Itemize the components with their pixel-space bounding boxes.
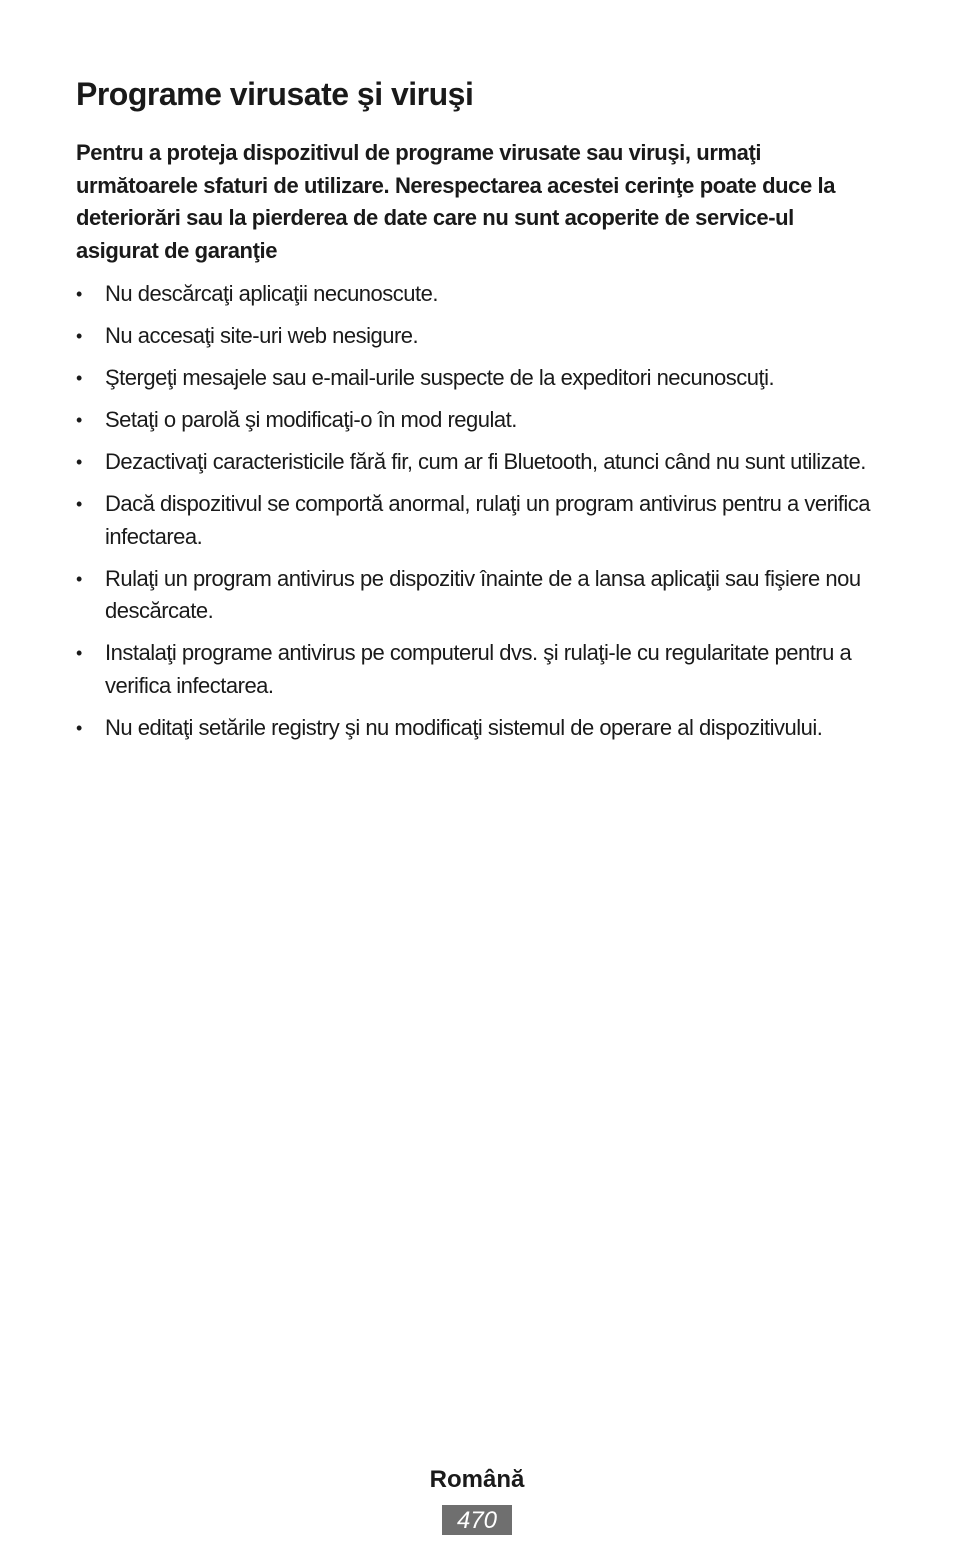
list-item [76,278,886,311]
list-item [76,637,886,702]
footer-language: Română [429,1466,525,1493]
tip-text: Rulaţi un program antivirus pe dispozitiv înainte de a lansa aplicaţii sau fişiere nou descărcate. [105,565,861,623]
bullet-icon: • [76,284,82,304]
list-item [76,712,886,745]
tip-text: Instalaţi programe antivirus pe computerul dvs. şi rulaţi-le cu regularitate pentru a verifica infectarea. [105,640,852,698]
bullet-icon: • [76,568,82,589]
page-number: 470 [442,1505,512,1535]
list-item [76,488,886,553]
bullet-icon: • [76,410,82,430]
bullet-icon: • [76,643,82,663]
bullet-icon: • [76,494,82,514]
tip-text: Nu editaţi setările registry şi nu modificaţi sistemul de operare al dispozitivului. [105,714,823,740]
list-item [76,563,886,628]
page-title: Programe virusate şi viruşi [76,76,474,112]
bullet-icon: • [76,717,82,738]
tip-text: Ştergeţi mesajele sau e-mail-urile suspecte de la expeditori necunoscuţi. [105,365,775,390]
tip-text: Dacă dispozitivul se comportă anormal, rulaţi un program antivirus pentru a verifica infectarea. [105,491,871,549]
tip-text: Setaţi o parolă şi modificaţi-o în mod regulat. [105,407,517,432]
tip-text: Nu descărcaţi aplicaţii necunoscute. [105,281,438,306]
list-item [76,404,886,437]
tip-text: Nu accesaţi site-uri web nesigure. [105,323,419,348]
list-item [76,446,886,479]
intro-paragraph: Pentru a proteja dispozitivul de programe virusate sau viruşi, urmaţi următoarele sfaturi de utilizare. Nerespectarea acestei cerinţe poate duce la deteriorări sau la pierderea de date care nu sunt acoperite de service-ul asigurat de garanţie [76,140,836,263]
list-item [76,320,886,353]
list-item [76,362,886,395]
tips-list [76,278,886,754]
bullet-icon: • [76,452,82,472]
bullet-icon: • [76,326,82,346]
tip-text: Dezactivaţi caracteristicile fără fir, cum ar fi Bluetooth, atunci când nu sunt utilizate. [105,449,866,474]
bullet-icon: • [76,368,82,388]
